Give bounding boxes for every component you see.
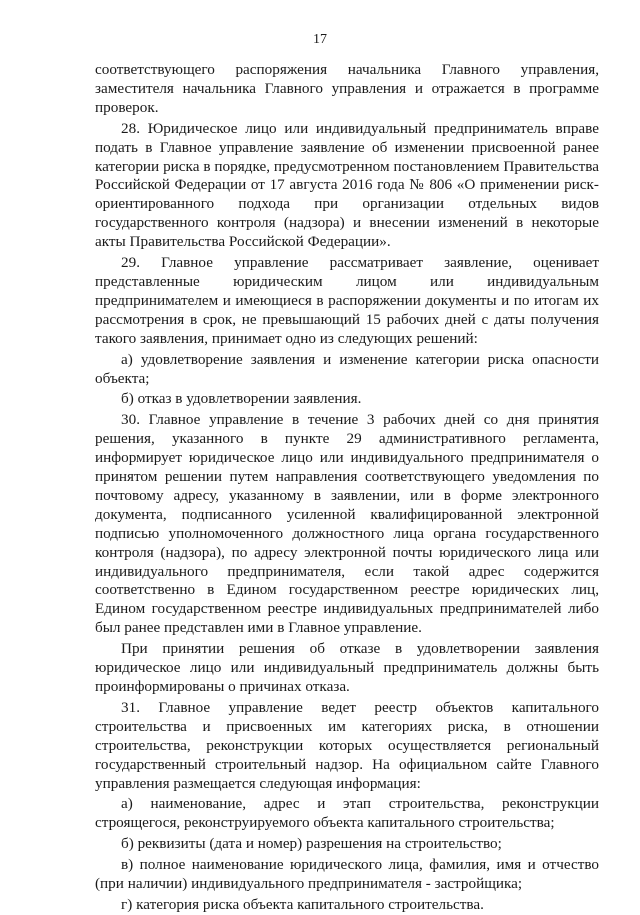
paragraph-29: 29. Главное управление рассматривает заявление, оценивает представленные юридическим лицом или индивидуальным предпринимателем и имеющиеся в распоряжении документы и по итогам их рассмотрения в срок, не превышающий 15 рабочих дней с даты получения такого заявления, принимает одно из следующих решений: bbox=[95, 254, 599, 347]
paragraph-31-item-b: б) реквизиты (дата и номер) разрешения на строительство; bbox=[121, 835, 502, 853]
page-number: 17 bbox=[313, 32, 327, 47]
paragraph-30: 30. Главное управление в течение 3 рабочих дней со дня принятия решения, указанного в пункте 29 административного регламента, информирует юридическое лицо или индивидуального предпринимателя о принятом решении путем направления соответствующего уведомления по почтовому адресу, указанному в заявлении, или в форме электронного документа, подписанного усиленной квалифицированной электронной подписью уполномоченного должностного лица органа государственного контроля (надзора), по адресу электронной почты юридического лица или индивидуального предпринимателя, если такой адрес содержится соответственно в Едином государственном реестре юридических лиц, Едином государственном реестре индивидуальных предпринимателей либо был ранее представлен ими в Главное управление. bbox=[95, 411, 599, 637]
paragraph-31-item-a: а) наименование, адрес и этап строительства, реконструкции строящегося, реконструируемого объекта капитального строительства; bbox=[95, 795, 599, 832]
paragraph-31: 31. Главное управление ведет реестр объектов капитального строительства и присвоенных им категориях риска, в отношении строительства, реконструкции которых осуществляется региональный государственный строительный надзор. На официальном сайте Главного управления размещается следующая информация: bbox=[95, 698, 599, 792]
paragraph-28: 28. Юридическое лицо или индивидуальный предприниматель вправе подать в Главное управление заявление об изменении присвоенной ранее категории риска в порядке, предусмотренном постановлением Правительства Российской Федерации от 17 августа 2016 года № 806 «О применении риск-ориентированного подхода при организации отдельных видов государственного контроля (надзора) и внесении изменений в некоторые акты Правительства Российской Федерации». bbox=[95, 119, 599, 251]
paragraph-31-item-c: в) полное наименование юридического лица, фамилия, имя и отчество (при наличии) индивидуального предпринимателя - застройщика; bbox=[95, 856, 599, 893]
paragraph-29-item-a: а) удовлетворение заявления и изменение категории риска опасности объекта; bbox=[95, 350, 599, 387]
document-body bbox=[95, 61, 599, 915]
paragraph-refusal: При принятии решения об отказе в удовлетворении заявления юридическое лицо или индивидуальный предприниматель должны быть проинформированы о причинах отказа. bbox=[95, 640, 599, 695]
paragraph-29-item-b: б) отказ в удовлетворении заявления. bbox=[121, 390, 362, 408]
paragraph-continuation: соответствующего распоряжения начальника Главного управления, заместителя начальника Главного управления и отражается в программе проверок. bbox=[95, 61, 599, 116]
paragraph-31-item-d: г) категория риска объекта капитального строительства. bbox=[121, 895, 484, 913]
